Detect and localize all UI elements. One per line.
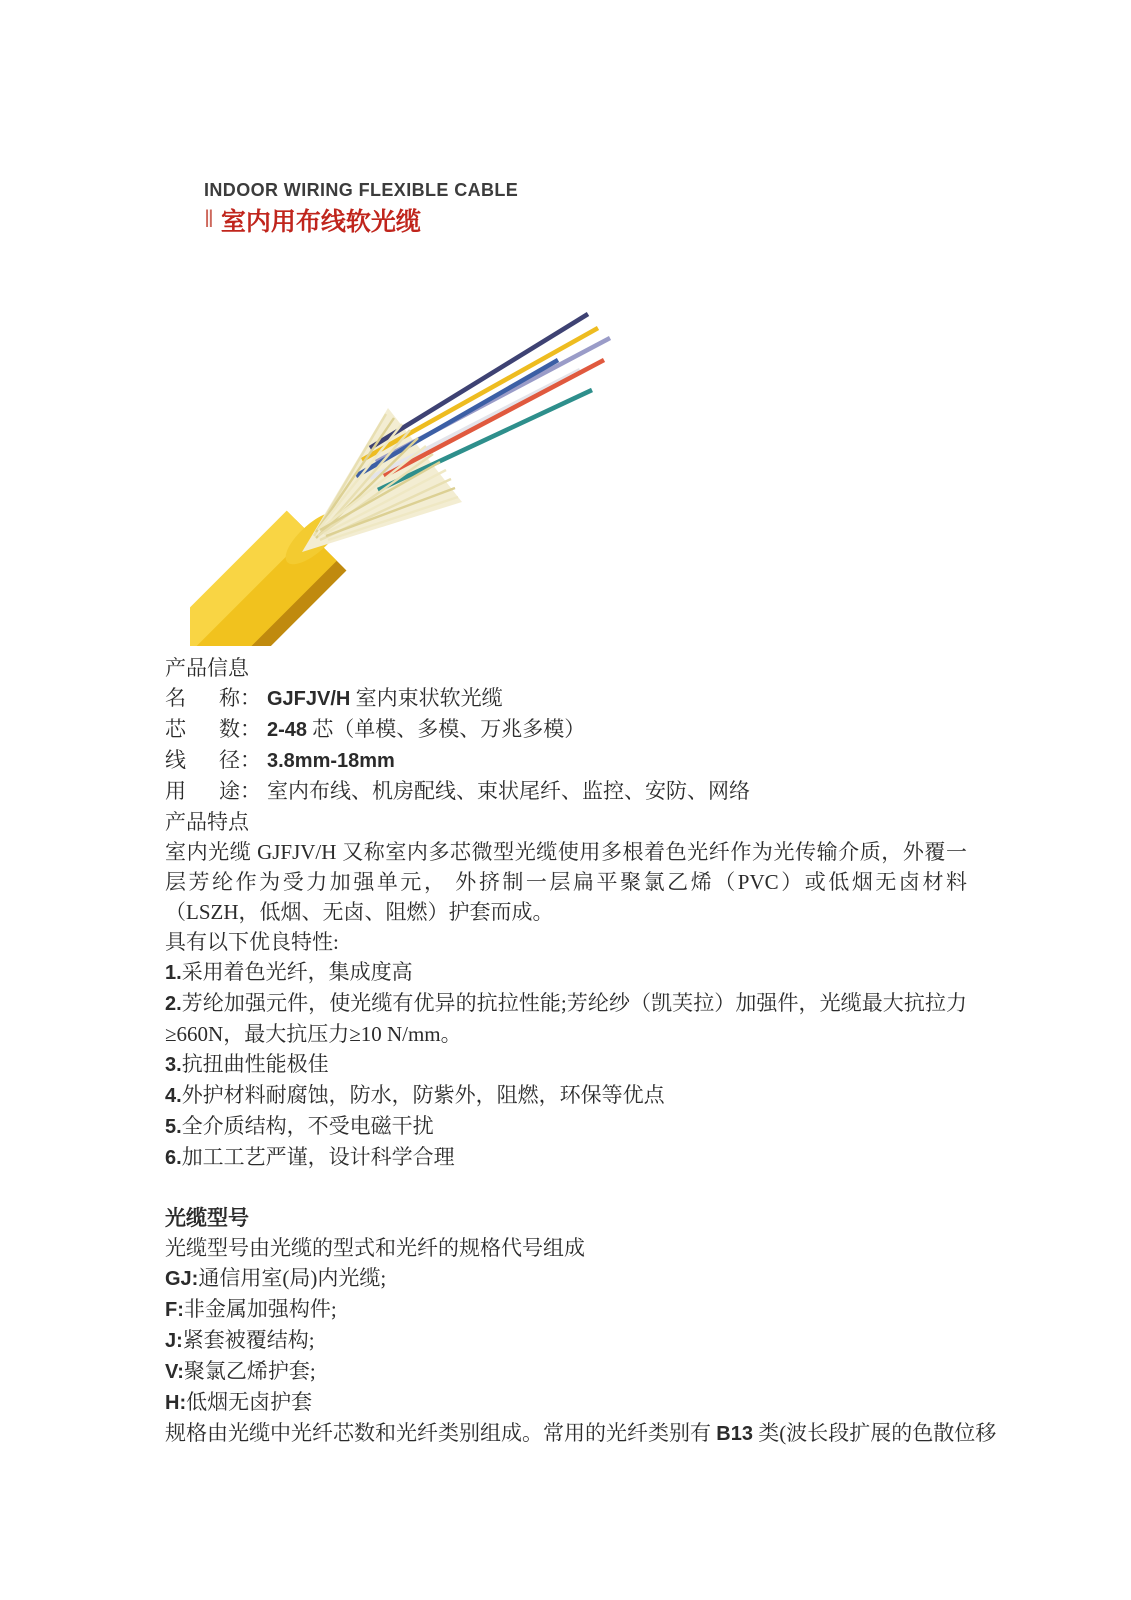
code-item: F:非金属加强构件;	[165, 1297, 337, 1321]
features-subheading: 具有以下优良特性:	[165, 930, 339, 954]
feature-item: 4.外护材料耐腐蚀，防水，防紫外，阻燃，环保等优点	[165, 1083, 665, 1107]
info-row-label: 名 称：	[165, 686, 261, 710]
model-code-footer: 规格由光缆中光纤芯数和光纤类别组成。常用的光纤类别有 B13 类(波长段扩展的色散位移	[165, 1421, 997, 1445]
feature-item: 5.全介质结构，不受电磁干扰	[165, 1114, 434, 1138]
features-intro: 室内光缆 GJFJV/H 又称室内多芯微型光缆使用多根着色光纤作为光传输介质，外覆一层芳纶作为受力加强单元， 外挤制一层扁平聚氯乙烯（PVC）或低烟无卤材料（LSZH，低烟、无卤、阻燃）护套而成。	[165, 840, 967, 924]
feature-item: 3.抗扭曲性能极佳	[165, 1052, 329, 1076]
info-row-cores	[165, 714, 967, 745]
header	[204, 180, 518, 238]
code-item: H:低烟无卤护套	[165, 1390, 313, 1414]
code-item: V:聚氯乙烯护套;	[165, 1359, 316, 1383]
code-item: J:紧套被覆结构;	[165, 1328, 315, 1352]
info-row-value: 2-48 芯（单模、多模、万兆多模）	[267, 717, 586, 741]
info-row-value: 室内布线、机房配线、束状尾纤、监控、安防、网络	[267, 779, 750, 803]
model-code-section	[165, 1203, 997, 1449]
title-marker-icon: ‖	[204, 206, 214, 233]
info-row-label: 线 径：	[165, 748, 261, 772]
feature-item: 2.芳纶加强元件，使光缆有优异的抗拉性能;芳纶纱（凯芙拉）加强件，光缆最大抗拉力≥660N，最大抗压力≥10 N/mm。	[165, 991, 967, 1046]
model-code-heading: 光缆型号	[165, 1206, 249, 1230]
page-title-cn-text: 室内用布线软光缆	[220, 208, 421, 236]
product-photo	[190, 298, 626, 646]
feature-item: 6.加工工艺严谨，设计科学合理	[165, 1145, 455, 1169]
info-row-diameter	[165, 745, 967, 776]
document-body	[165, 653, 997, 1449]
info-row-label: 用 途：	[165, 779, 261, 803]
feature-item: 1.采用着色光纤，集成度高	[165, 960, 413, 984]
features-heading: 产品特点	[165, 810, 249, 834]
info-row-name	[165, 683, 967, 714]
code-item: GJ:通信用室(局)内光缆;	[165, 1266, 387, 1290]
info-row-usage	[165, 776, 967, 807]
info-row-value: GJFJV/H 室内束状软光缆	[267, 686, 503, 710]
model-code-intro: 光缆型号由光缆的型式和光纤的规格代号组成	[165, 1236, 585, 1260]
product-info-heading: 产品信息	[165, 656, 249, 680]
page-title-en: INDOOR WIRING FLEXIBLE CABLE	[204, 180, 519, 200]
info-row-label: 芯 数：	[165, 717, 261, 741]
info-row-value: 3.8mm-18mm	[267, 750, 395, 772]
page-title-cn	[204, 202, 518, 238]
